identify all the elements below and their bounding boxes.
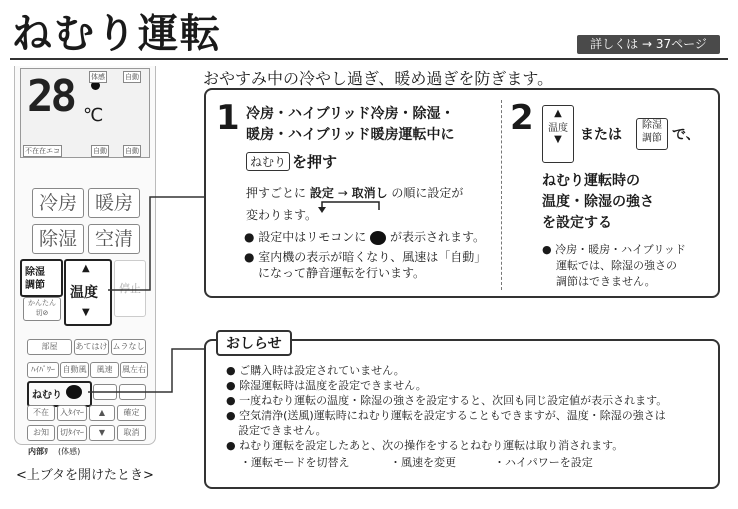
- step-1-bullet-cont: になって静音運転を行います。: [258, 266, 426, 280]
- lcd-label: 自動: [125, 73, 139, 81]
- notice-sub-item: ・ハイパワーを設定: [494, 456, 593, 469]
- temp-key-label: 温度: [548, 123, 568, 134]
- notice-text: 除湿運転時は温度を設定できません。: [239, 379, 427, 392]
- notice-text: 一度ねむり運転の温度・除湿の強さを設定すると、次回も同じ設定値が表示されます。: [239, 394, 668, 407]
- step-2-heading: ねむり運転時の: [542, 173, 640, 189]
- lcd-temperature: 28: [27, 71, 74, 122]
- temp-down-icon: ▼: [554, 134, 562, 145]
- cool-button[interactable]: 冷房: [32, 188, 84, 218]
- sleep-icon: [370, 231, 386, 245]
- notice-item: ● 除湿運転時は温度を設定できません。: [226, 379, 427, 392]
- fan-speed-button[interactable]: 風速: [90, 362, 119, 378]
- step-1-bullet: ● 室内機の表示が暗くなり、風速は「自動」: [244, 250, 487, 264]
- humidity-key-label: 調節: [642, 133, 662, 144]
- step-2-or: または: [580, 127, 622, 143]
- step-1-heading: 暖房・ハイブリッド暖房運転中に: [246, 127, 455, 143]
- humidity-key-icon: [636, 118, 668, 150]
- bullet-text: 設定中はリモコンに: [258, 230, 367, 244]
- humidity-adjust-label: 除湿: [25, 267, 45, 278]
- temp-key-icon: [542, 105, 574, 163]
- confirm-button[interactable]: 確定: [117, 405, 146, 421]
- cycle-arrow: →: [337, 186, 348, 200]
- absent-button[interactable]: 不在: [27, 405, 55, 421]
- step-2-de: で、: [672, 127, 700, 143]
- notice-item: ● ねむり運転を設定したあと、次の操作をするとねむり運転は取り消されます。: [226, 439, 624, 452]
- lcd-unit: ℃: [83, 105, 104, 126]
- lcd-label: 不在在エコ: [25, 147, 60, 155]
- note-text: 冷房・暖房・ハイブリッド: [555, 243, 686, 256]
- lcd-label: 自動: [125, 147, 139, 155]
- heat-button[interactable]: 暖房: [88, 188, 140, 218]
- temp-up-icon: ▲: [554, 108, 562, 119]
- mura-button[interactable]: ムラなし: [111, 339, 146, 355]
- step-1-number: 1: [216, 98, 240, 138]
- step-1-action: を押す: [292, 153, 338, 171]
- cycle-cancel: 取消し: [351, 186, 388, 200]
- notice-text: 空気清浄(送風)運転時にねむり運転を設定することもできますが、温度・除湿の強さは: [239, 409, 666, 422]
- remote-caption: <上ブタを開けたとき>: [16, 468, 154, 483]
- temp-down-icon[interactable]: ▼: [82, 307, 90, 318]
- dehumidify-button[interactable]: 除湿: [32, 224, 84, 254]
- timer-on-button[interactable]: 入ﾀｲﾏｰ: [57, 405, 87, 421]
- body-sense-label: (体感): [58, 447, 81, 456]
- stop-button[interactable]: 停止: [114, 260, 146, 317]
- cycle-text-2: 変わります。: [246, 208, 318, 222]
- lcd-label: 自動: [93, 147, 107, 155]
- step-2-number: 2: [510, 98, 534, 138]
- subtitle: おやすみ中の冷やし過ぎ、暖め過ぎを防ぎます。: [203, 69, 554, 88]
- notice-item: ● 空気清浄(送風)運転時にねむり運転を設定することもできますが、温度・除湿の強さは: [226, 409, 666, 422]
- bullet-text: 室内機の表示が暗くなり、風速は「自動」: [258, 250, 487, 264]
- bullet-text: が表示されます。: [389, 230, 486, 244]
- sleep-key-icon: ねむり: [246, 152, 290, 171]
- wind-direction-button[interactable]: 風左右: [120, 362, 148, 378]
- step-2-note-cont: 運転では、除湿の強さの: [556, 259, 677, 272]
- step-2-note-cont: 調節はできません。: [556, 275, 656, 288]
- notice-text: ねむり運転を設定したあと、次の操作をするとねむり運転は取り消されます。: [239, 439, 624, 452]
- notice-item: ● 一度ねむり運転の温度・除湿の強さを設定すると、次回も同じ設定値が表示されます。: [226, 394, 668, 407]
- cycle-set: 設定: [309, 186, 334, 200]
- step-divider: [501, 100, 502, 290]
- lcd-label: 体感: [91, 73, 105, 81]
- up-button[interactable]: ▲: [89, 405, 115, 421]
- easy-label: かんたん: [28, 299, 56, 307]
- hipower-button[interactable]: ﾊｲﾊﾟﾜｰ: [27, 362, 59, 378]
- step-2-note: ● 冷房・暖房・ハイブリッド: [542, 243, 686, 256]
- step-1-heading: 冷房・ハイブリッド冷房・除湿・: [246, 106, 455, 122]
- notice-label: おしらせ: [216, 330, 292, 356]
- atatake-button[interactable]: あてはけ: [74, 339, 109, 355]
- sleep-label: ねむり: [32, 390, 62, 401]
- air-clean-button[interactable]: 空清: [88, 224, 140, 254]
- auto-wind-button[interactable]: 自動風: [60, 362, 89, 378]
- down-button[interactable]: ▼: [89, 425, 115, 441]
- step-2-heading: を設定する: [542, 215, 612, 231]
- temp-label: 温度: [70, 285, 98, 301]
- notice-sub-item: ・風速を変更: [390, 456, 456, 469]
- easy-label: 切⊘: [35, 309, 49, 317]
- notice-item-cont: 設定できません。: [238, 424, 327, 437]
- cancel-button[interactable]: 取消: [117, 425, 146, 441]
- humidity-key-label: 除湿: [642, 120, 662, 131]
- cycle-pre: 押すごとに: [246, 186, 307, 200]
- temp-up-icon[interactable]: ▲: [82, 263, 90, 274]
- step-2-heading: 温度・除湿の強さ: [542, 194, 654, 210]
- page-reference-badge: 詳しくは → 37ページ: [577, 35, 720, 54]
- page-title: ねむり運転: [12, 11, 222, 57]
- notice-button[interactable]: お知: [27, 425, 55, 441]
- notice-sub-item: ・運転モードを切替え: [240, 456, 350, 469]
- notice-item: ● ご購入時は設定されていません。: [226, 364, 405, 377]
- step-1-bullet: ● 設定中はリモコンに が表示されます。: [244, 230, 486, 244]
- room-button[interactable]: 部屋: [27, 339, 72, 355]
- notice-text: ご購入時は設定されていません。: [239, 364, 405, 377]
- cycle-post: の順に設定が: [391, 186, 464, 200]
- internal-clean-label: 内部ﾘ: [28, 447, 48, 456]
- timer-off-button[interactable]: 切ﾀｲﾏｰ: [57, 425, 87, 441]
- cycle-text: [246, 184, 463, 201]
- humidity-adjust-label: 調節: [25, 280, 45, 291]
